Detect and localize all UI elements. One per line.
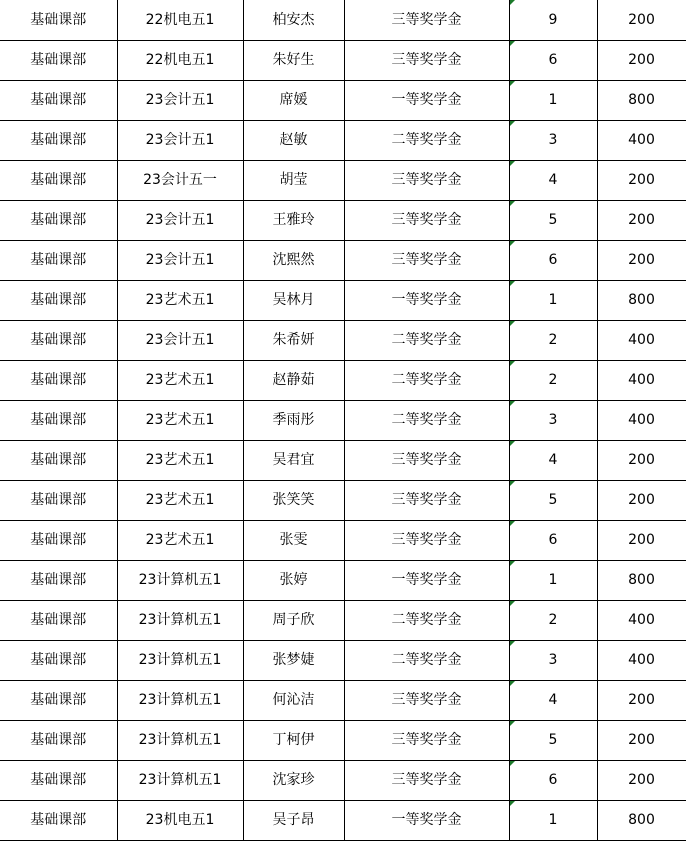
cell-award[interactable]: 三等奖学金 <box>344 440 509 480</box>
cell-amount[interactable]: 200 <box>597 240 686 280</box>
cell-award[interactable]: 一等奖学金 <box>344 80 509 120</box>
cell-class[interactable]: 23计算机五1 <box>117 720 243 760</box>
table-row <box>0 120 686 160</box>
cell-amount[interactable]: 400 <box>597 400 686 440</box>
cell-award[interactable]: 一等奖学金 <box>344 280 509 320</box>
cell-rank[interactable]: 6 <box>509 520 597 560</box>
cell-award[interactable]: 三等奖学金 <box>344 200 509 240</box>
cell-class[interactable]: 23会计五1 <box>117 200 243 240</box>
cell-student-name[interactable]: 张笑笑 <box>243 480 344 520</box>
cell-class[interactable]: 23艺术五1 <box>117 360 243 400</box>
cell-department[interactable]: 基础课部 <box>0 600 117 640</box>
table-row <box>0 560 686 600</box>
table-row <box>0 280 686 320</box>
cell-department[interactable]: 基础课部 <box>0 360 117 400</box>
cell-rank[interactable]: 5 <box>509 720 597 760</box>
table-row <box>0 600 686 640</box>
cell-class[interactable]: 23艺术五1 <box>117 520 243 560</box>
cell-rank[interactable]: 3 <box>509 640 597 680</box>
table-row <box>0 360 686 400</box>
cell-amount[interactable]: 200 <box>597 200 686 240</box>
cell-student-name[interactable]: 吴林月 <box>243 280 344 320</box>
cell-amount[interactable]: 800 <box>597 560 686 600</box>
cell-rank[interactable]: 3 <box>509 120 597 160</box>
cell-amount[interactable]: 200 <box>597 40 686 80</box>
cell-student-name[interactable]: 赵敏 <box>243 120 344 160</box>
cell-class[interactable]: 23计算机五1 <box>117 680 243 720</box>
cell-award[interactable]: 二等奖学金 <box>344 120 509 160</box>
cell-amount[interactable]: 200 <box>597 520 686 560</box>
cell-award[interactable]: 三等奖学金 <box>344 520 509 560</box>
cell-amount[interactable]: 400 <box>597 640 686 680</box>
cell-class[interactable]: 23会计五1 <box>117 80 243 120</box>
table-row <box>0 320 686 360</box>
cell-rank[interactable]: 3 <box>509 400 597 440</box>
cell-class[interactable]: 23计算机五1 <box>117 600 243 640</box>
cell-student-name[interactable]: 席媛 <box>243 80 344 120</box>
cell-amount[interactable]: 200 <box>597 480 686 520</box>
table-row <box>0 800 686 840</box>
cell-award[interactable]: 三等奖学金 <box>344 40 509 80</box>
cell-student-name[interactable]: 沈熙然 <box>243 240 344 280</box>
table-row <box>0 720 686 760</box>
cell-student-name[interactable]: 周子欣 <box>243 600 344 640</box>
cell-student-name[interactable]: 柏安杰 <box>243 0 344 40</box>
cell-department[interactable]: 基础课部 <box>0 280 117 320</box>
cell-student-name[interactable]: 朱好生 <box>243 40 344 80</box>
cell-award[interactable]: 二等奖学金 <box>344 360 509 400</box>
cell-student-name[interactable]: 季雨彤 <box>243 400 344 440</box>
table-row <box>0 160 686 200</box>
cell-class[interactable]: 23计算机五1 <box>117 760 243 800</box>
cell-class[interactable]: 22机电五1 <box>117 40 243 80</box>
cell-student-name[interactable]: 胡莹 <box>243 160 344 200</box>
table-row <box>0 240 686 280</box>
cell-student-name[interactable]: 张梦婕 <box>243 640 344 680</box>
cell-amount[interactable]: 200 <box>597 760 686 800</box>
cell-rank[interactable]: 1 <box>509 560 597 600</box>
cell-award[interactable]: 二等奖学金 <box>344 320 509 360</box>
cell-award[interactable]: 一等奖学金 <box>344 800 509 840</box>
cell-class[interactable]: 23会计五1 <box>117 240 243 280</box>
table-row <box>0 200 686 240</box>
cell-rank[interactable]: 6 <box>509 760 597 800</box>
cell-student-name[interactable]: 何沁洁 <box>243 680 344 720</box>
table-row <box>0 640 686 680</box>
cell-department[interactable]: 基础课部 <box>0 680 117 720</box>
cell-award[interactable]: 三等奖学金 <box>344 720 509 760</box>
table-row <box>0 40 686 80</box>
table-row <box>0 520 686 560</box>
cell-class[interactable]: 22机电五1 <box>117 0 243 40</box>
cell-award[interactable]: 三等奖学金 <box>344 160 509 200</box>
cell-rank[interactable]: 6 <box>509 40 597 80</box>
cell-class[interactable]: 23计算机五1 <box>117 560 243 600</box>
cell-rank[interactable]: 4 <box>509 680 597 720</box>
table-row <box>0 400 686 440</box>
cell-student-name[interactable]: 朱希妍 <box>243 320 344 360</box>
cell-amount[interactable]: 400 <box>597 600 686 640</box>
cell-department[interactable]: 基础课部 <box>0 480 117 520</box>
cell-student-name[interactable]: 吴君宜 <box>243 440 344 480</box>
cell-rank[interactable]: 2 <box>509 600 597 640</box>
cell-department[interactable]: 基础课部 <box>0 400 117 440</box>
cell-class[interactable]: 23会计五1 <box>117 120 243 160</box>
cell-student-name[interactable]: 王雅玲 <box>243 200 344 240</box>
cell-rank[interactable]: 2 <box>509 360 597 400</box>
cell-award[interactable]: 三等奖学金 <box>344 760 509 800</box>
cell-amount[interactable]: 400 <box>597 360 686 400</box>
cell-department[interactable]: 基础课部 <box>0 720 117 760</box>
cell-department[interactable]: 基础课部 <box>0 240 117 280</box>
cell-department[interactable]: 基础课部 <box>0 800 117 840</box>
cell-amount[interactable]: 200 <box>597 440 686 480</box>
cell-rank[interactable]: 4 <box>509 160 597 200</box>
table-row <box>0 760 686 800</box>
cell-amount[interactable]: 800 <box>597 280 686 320</box>
table-row <box>0 480 686 520</box>
cell-department[interactable]: 基础课部 <box>0 320 117 360</box>
cell-department[interactable]: 基础课部 <box>0 0 117 40</box>
cell-rank[interactable]: 5 <box>509 200 597 240</box>
cell-amount[interactable]: 400 <box>597 120 686 160</box>
cell-student-name[interactable]: 赵静茹 <box>243 360 344 400</box>
cell-rank[interactable]: 9 <box>509 0 597 40</box>
cell-department[interactable]: 基础课部 <box>0 120 117 160</box>
cell-student-name[interactable]: 丁柯伊 <box>243 720 344 760</box>
cell-amount[interactable]: 400 <box>597 320 686 360</box>
cell-amount[interactable]: 200 <box>597 0 686 40</box>
cell-rank[interactable]: 5 <box>509 480 597 520</box>
cell-student-name[interactable]: 沈家珍 <box>243 760 344 800</box>
cell-award[interactable]: 三等奖学金 <box>344 480 509 520</box>
cell-award[interactable]: 二等奖学金 <box>344 600 509 640</box>
cell-class[interactable]: 23计算机五1 <box>117 640 243 680</box>
cell-department[interactable]: 基础课部 <box>0 640 117 680</box>
cell-award[interactable]: 三等奖学金 <box>344 680 509 720</box>
cell-student-name[interactable]: 张雯 <box>243 520 344 560</box>
cell-award[interactable]: 一等奖学金 <box>344 560 509 600</box>
cell-department[interactable]: 基础课部 <box>0 440 117 480</box>
cell-rank[interactable]: 2 <box>509 320 597 360</box>
cell-class[interactable]: 23艺术五1 <box>117 400 243 440</box>
cell-class[interactable]: 23艺术五1 <box>117 280 243 320</box>
cell-department[interactable]: 基础课部 <box>0 560 117 600</box>
table-row <box>0 0 686 40</box>
cell-class[interactable]: 23机电五1 <box>117 800 243 840</box>
cell-department[interactable]: 基础课部 <box>0 200 117 240</box>
cell-department[interactable]: 基础课部 <box>0 760 117 800</box>
cell-class[interactable]: 23艺术五1 <box>117 440 243 480</box>
cell-rank[interactable]: 1 <box>509 80 597 120</box>
table-row <box>0 80 686 120</box>
cell-award[interactable]: 三等奖学金 <box>344 0 509 40</box>
cell-rank[interactable]: 6 <box>509 240 597 280</box>
cell-department[interactable]: 基础课部 <box>0 160 117 200</box>
cell-award[interactable]: 三等奖学金 <box>344 240 509 280</box>
table-row <box>0 440 686 480</box>
cell-class[interactable]: 23会计五一 <box>117 160 243 200</box>
cell-student-name[interactable]: 张婷 <box>243 560 344 600</box>
cell-amount[interactable]: 800 <box>597 80 686 120</box>
cell-rank[interactable]: 1 <box>509 280 597 320</box>
cell-department[interactable]: 基础课部 <box>0 80 117 120</box>
cell-award[interactable]: 二等奖学金 <box>344 640 509 680</box>
cell-amount[interactable]: 200 <box>597 720 686 760</box>
cell-amount[interactable]: 200 <box>597 160 686 200</box>
cell-rank[interactable]: 1 <box>509 800 597 840</box>
cell-department[interactable]: 基础课部 <box>0 520 117 560</box>
cell-award[interactable]: 二等奖学金 <box>344 400 509 440</box>
cell-department[interactable]: 基础课部 <box>0 40 117 80</box>
cell-amount[interactable]: 800 <box>597 800 686 840</box>
cell-rank[interactable]: 4 <box>509 440 597 480</box>
cell-class[interactable]: 23会计五1 <box>117 320 243 360</box>
cell-amount[interactable]: 200 <box>597 680 686 720</box>
table-row <box>0 680 686 720</box>
cell-student-name[interactable]: 吴子昂 <box>243 800 344 840</box>
cell-class[interactable]: 23艺术五1 <box>117 480 243 520</box>
